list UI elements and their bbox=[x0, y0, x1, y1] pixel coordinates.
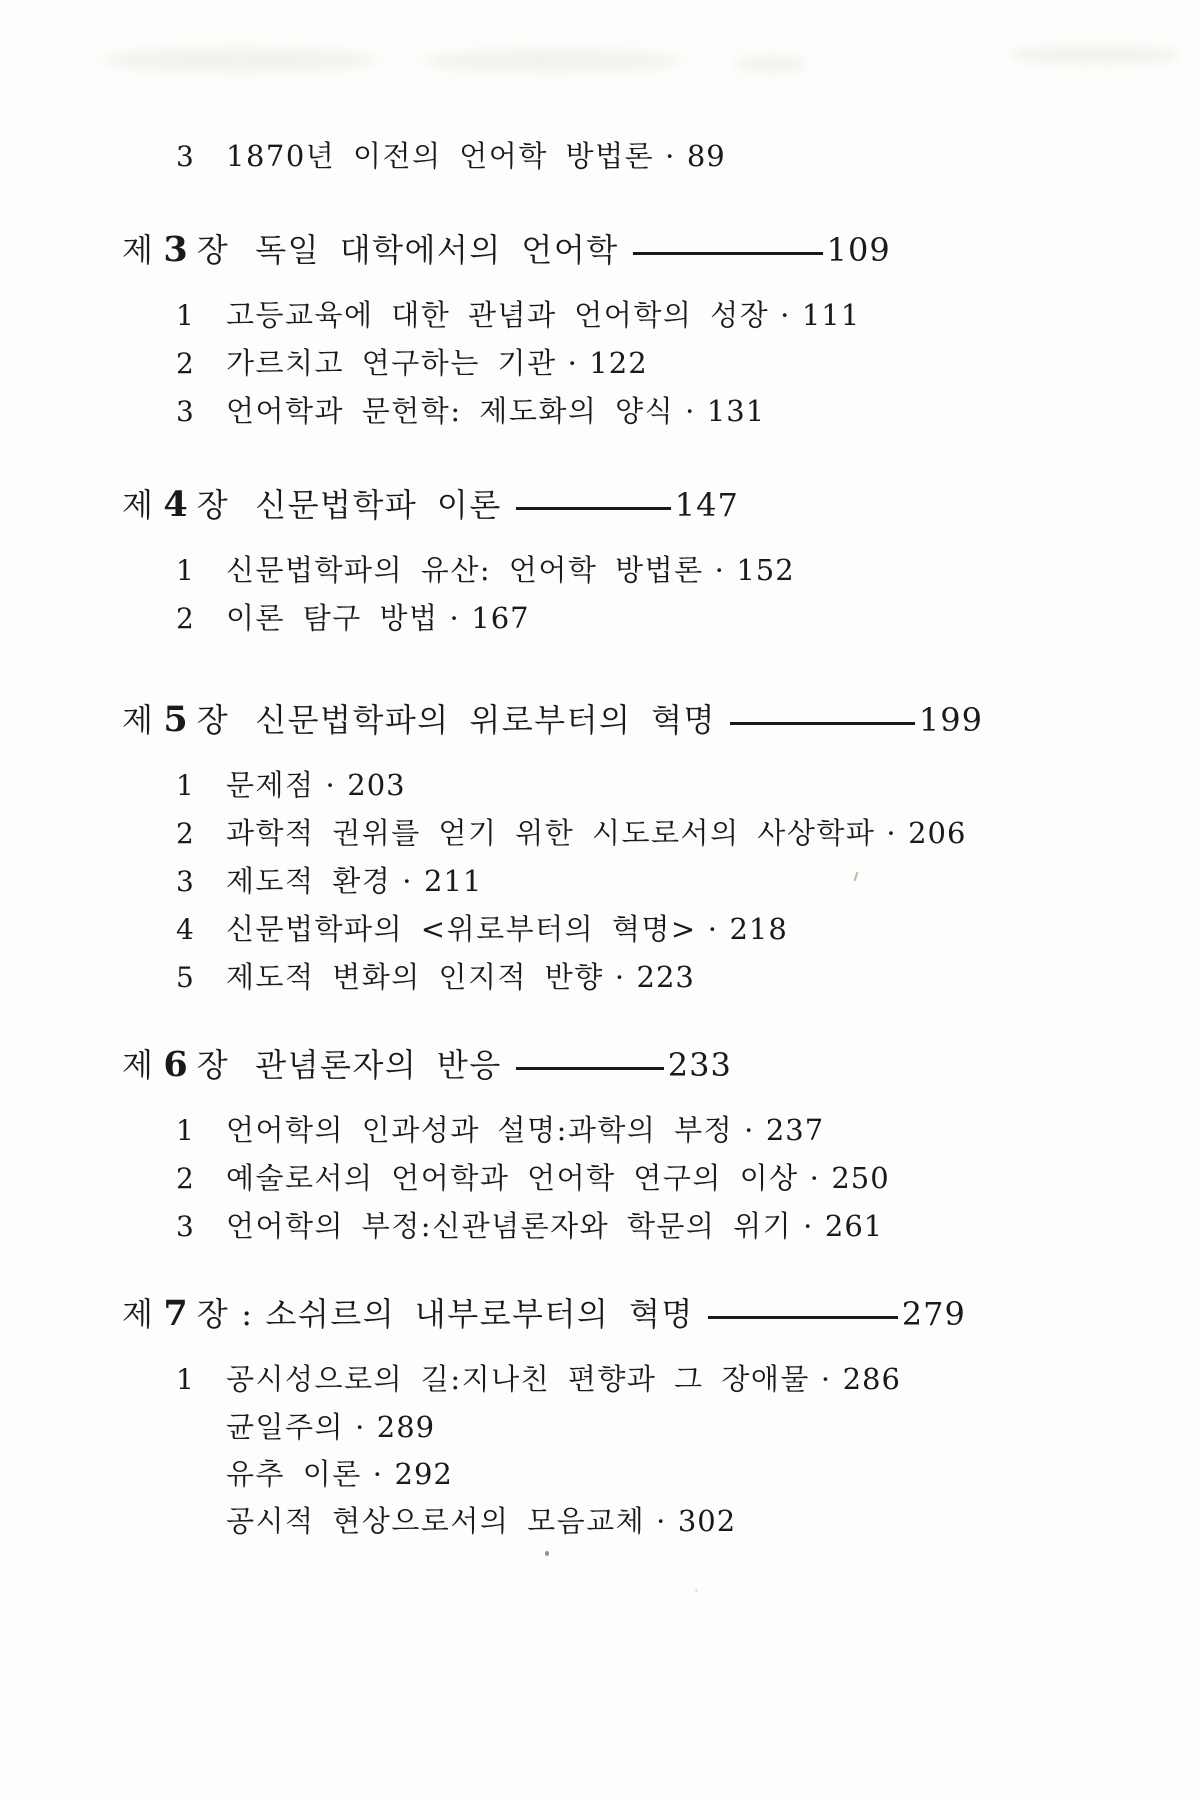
chapter-number: 4 bbox=[163, 484, 188, 525]
dot-separator: · bbox=[656, 1504, 667, 1538]
dot-separator: · bbox=[886, 816, 898, 850]
toc-entry bbox=[176, 1156, 1160, 1201]
entry-page-number: 152 bbox=[736, 553, 795, 587]
chapter-marker-je: 제 bbox=[122, 486, 155, 524]
toc-entry bbox=[176, 1499, 1160, 1543]
chapter-marker-je: 제 bbox=[122, 1046, 155, 1084]
entry-number: 2 bbox=[176, 347, 194, 380]
chapter-marker-je: 제 bbox=[122, 1295, 155, 1333]
chapter-section bbox=[122, 480, 1160, 641]
toc-entry bbox=[176, 293, 1160, 338]
toc-entry bbox=[176, 341, 1160, 386]
entry-number: 2 bbox=[176, 817, 194, 850]
entry-title: 제도적 환경 bbox=[226, 864, 392, 898]
entry-page-number: 250 bbox=[831, 1161, 890, 1195]
chapter-title: 소쉬르의 내부로부터의 혁명 bbox=[265, 1295, 694, 1333]
dot-separator: · bbox=[809, 1161, 821, 1195]
entry-page-number: 286 bbox=[842, 1362, 901, 1396]
dot-separator: · bbox=[567, 346, 579, 380]
chapter-marker-jang: 장 bbox=[196, 486, 230, 524]
dot-separator: · bbox=[402, 864, 414, 898]
dot-separator: · bbox=[372, 1457, 384, 1491]
chapter-section bbox=[122, 695, 1160, 1000]
dash-leader bbox=[516, 1067, 664, 1070]
entry-page-number: 203 bbox=[347, 768, 406, 802]
chapter-items bbox=[122, 293, 1160, 434]
chapter-title: 관념론자의 반응 bbox=[255, 1046, 502, 1084]
toc-entry bbox=[176, 763, 1160, 808]
chapter-number: 3 bbox=[163, 229, 188, 270]
chapter-number: 6 bbox=[163, 1044, 188, 1085]
entry-page-number: 167 bbox=[471, 601, 530, 635]
entry-title: 가르치고 연구하는 기관 bbox=[226, 346, 557, 380]
entry-title: 언어학과 문헌학: 제도화의 양식 bbox=[226, 394, 675, 428]
chapter-number: 7 bbox=[163, 1293, 188, 1334]
entry-title: 균일주의 bbox=[226, 1410, 345, 1444]
dot-separator: · bbox=[707, 912, 719, 946]
toc-entry bbox=[176, 548, 1160, 593]
chapter-marker-jang: 장 bbox=[196, 231, 230, 269]
chapter-title: 신문법학파의 위로부터의 혁명 bbox=[255, 701, 716, 739]
chapter-number: 5 bbox=[163, 699, 188, 740]
chapter-title: 독일 대학에서의 언어학 bbox=[255, 231, 619, 269]
chapter-marker-je: 제 bbox=[122, 231, 155, 269]
chapter-marker-jang: 장 bbox=[196, 1046, 230, 1084]
entry-number: 1 bbox=[176, 299, 194, 332]
toc-entry bbox=[176, 1357, 1160, 1402]
dash-leader bbox=[633, 252, 823, 255]
entry-number: 1 bbox=[176, 554, 194, 587]
entry-page-number: 131 bbox=[706, 394, 766, 428]
dash-leader bbox=[730, 722, 915, 725]
dot-separator: · bbox=[325, 768, 337, 802]
entry-title: 신문법학파의 유산: 언어학 방법론 bbox=[226, 553, 704, 587]
entry-number: 2 bbox=[176, 602, 194, 635]
entry-title: 제도적 변화의 인지적 반향 bbox=[226, 960, 604, 994]
chapter-marker-jang: 장 bbox=[196, 1295, 230, 1333]
chapter-page-number: 147 bbox=[674, 486, 739, 524]
entry-title: 과학적 권위를 얻기 위한 시도로서의 사상학파 bbox=[226, 816, 876, 850]
entry-page-number: 289 bbox=[376, 1410, 436, 1444]
dot-separator: · bbox=[685, 394, 696, 428]
chapter-page-number: 199 bbox=[918, 701, 983, 739]
chapter-colon: : bbox=[241, 1295, 254, 1333]
toc-entry bbox=[176, 907, 1160, 952]
entry-title: 1870년 이전의 언어학 방법론 bbox=[226, 139, 655, 173]
entry-page-number: 122 bbox=[589, 346, 648, 380]
toc-entry bbox=[176, 389, 1160, 434]
entry-number: 3 bbox=[176, 1210, 194, 1243]
entry-number: 3 bbox=[176, 865, 194, 898]
entry-page-number: 261 bbox=[824, 1209, 884, 1243]
entry-number: 5 bbox=[176, 961, 194, 994]
dash-leader bbox=[708, 1316, 898, 1319]
entry-page-number: 211 bbox=[424, 864, 483, 898]
dot-separator: · bbox=[449, 601, 461, 635]
dot-separator: · bbox=[665, 139, 676, 173]
chapter-marker-jang: 장 bbox=[196, 701, 230, 739]
toc-entry bbox=[176, 1108, 1160, 1153]
chapter-section bbox=[122, 225, 1160, 434]
chapter-heading bbox=[122, 1040, 1160, 1090]
dot-separator: · bbox=[714, 553, 726, 587]
entry-title: 신문법학파의 <위로부터의 혁명> bbox=[226, 912, 697, 946]
entry-number: 3 bbox=[176, 140, 194, 173]
chapter-items bbox=[122, 1357, 1160, 1543]
chapter-heading bbox=[122, 480, 1160, 530]
chapter-section bbox=[122, 1040, 1160, 1249]
dot-separator: · bbox=[803, 1209, 814, 1243]
entry-title: 공시성으로의 길:지나친 편향과 그 장애물 bbox=[226, 1362, 810, 1396]
chapter-items bbox=[122, 548, 1160, 641]
chapter-heading bbox=[122, 225, 1160, 275]
chapter-page-number: 233 bbox=[667, 1046, 732, 1084]
toc-entry bbox=[176, 1452, 1160, 1496]
entry-title: 언어학의 부정:신관념론자와 학문의 위기 bbox=[226, 1209, 793, 1243]
dot-separator: · bbox=[614, 960, 626, 994]
chapter-items bbox=[122, 1108, 1160, 1249]
chapter-page-number: 109 bbox=[826, 231, 891, 269]
entry-title: 고등교육에 대한 관념과 언어학의 성장 bbox=[226, 298, 770, 332]
toc-entry bbox=[176, 811, 1160, 856]
toc-entry bbox=[176, 955, 1160, 1000]
entry-page-number: 206 bbox=[908, 816, 967, 850]
entry-page-number: 218 bbox=[729, 912, 788, 946]
chapter-section bbox=[122, 1289, 1160, 1543]
dash-leader bbox=[516, 507, 671, 510]
dot-separator: · bbox=[744, 1113, 755, 1147]
entry-title: 이론 탐구 방법 bbox=[226, 601, 439, 635]
entry-number: 1 bbox=[176, 1114, 194, 1147]
toc-entry bbox=[176, 134, 1160, 179]
chapter-heading bbox=[122, 695, 1160, 745]
toc-entry bbox=[176, 859, 1160, 904]
entry-page-number: 302 bbox=[677, 1504, 737, 1538]
dot-separator: · bbox=[820, 1362, 832, 1396]
entry-page-number: 111 bbox=[801, 298, 861, 332]
toc-entry bbox=[176, 596, 1160, 641]
entry-page-number: 292 bbox=[394, 1457, 453, 1491]
entry-title: 언어학의 인과성과 설명:과학의 부정 bbox=[226, 1113, 734, 1147]
dot-separator: · bbox=[355, 1410, 366, 1444]
chapter-title: 신문법학파 이론 bbox=[255, 486, 502, 524]
entry-number: 1 bbox=[176, 1363, 194, 1396]
entry-number: 4 bbox=[176, 913, 194, 946]
entry-number: 1 bbox=[176, 769, 194, 802]
entry-title: 예술로서의 언어학과 언어학 연구의 이상 bbox=[226, 1161, 799, 1195]
entry-page-number: 89 bbox=[686, 139, 726, 173]
entry-page-number: 237 bbox=[765, 1113, 825, 1147]
toc-entry bbox=[176, 1204, 1160, 1249]
chapter-heading bbox=[122, 1289, 1160, 1339]
entry-number: 3 bbox=[176, 395, 194, 428]
entry-title: 문제점 bbox=[226, 768, 315, 802]
entry-number: 2 bbox=[176, 1162, 194, 1195]
chapter-marker-je: 제 bbox=[122, 701, 155, 739]
entry-page-number: 223 bbox=[636, 960, 695, 994]
scan-speck-artifact bbox=[695, 1589, 698, 1592]
chapter-page-number: 279 bbox=[901, 1295, 966, 1333]
toc-entry bbox=[176, 1405, 1160, 1449]
entry-title: 공시적 현상으로서의 모음교체 bbox=[226, 1504, 646, 1538]
chapter-items bbox=[122, 763, 1160, 1000]
dot-separator: · bbox=[780, 298, 791, 332]
entry-title: 유추 이론 bbox=[226, 1457, 362, 1491]
scan-speck-artifact bbox=[545, 1551, 549, 1556]
